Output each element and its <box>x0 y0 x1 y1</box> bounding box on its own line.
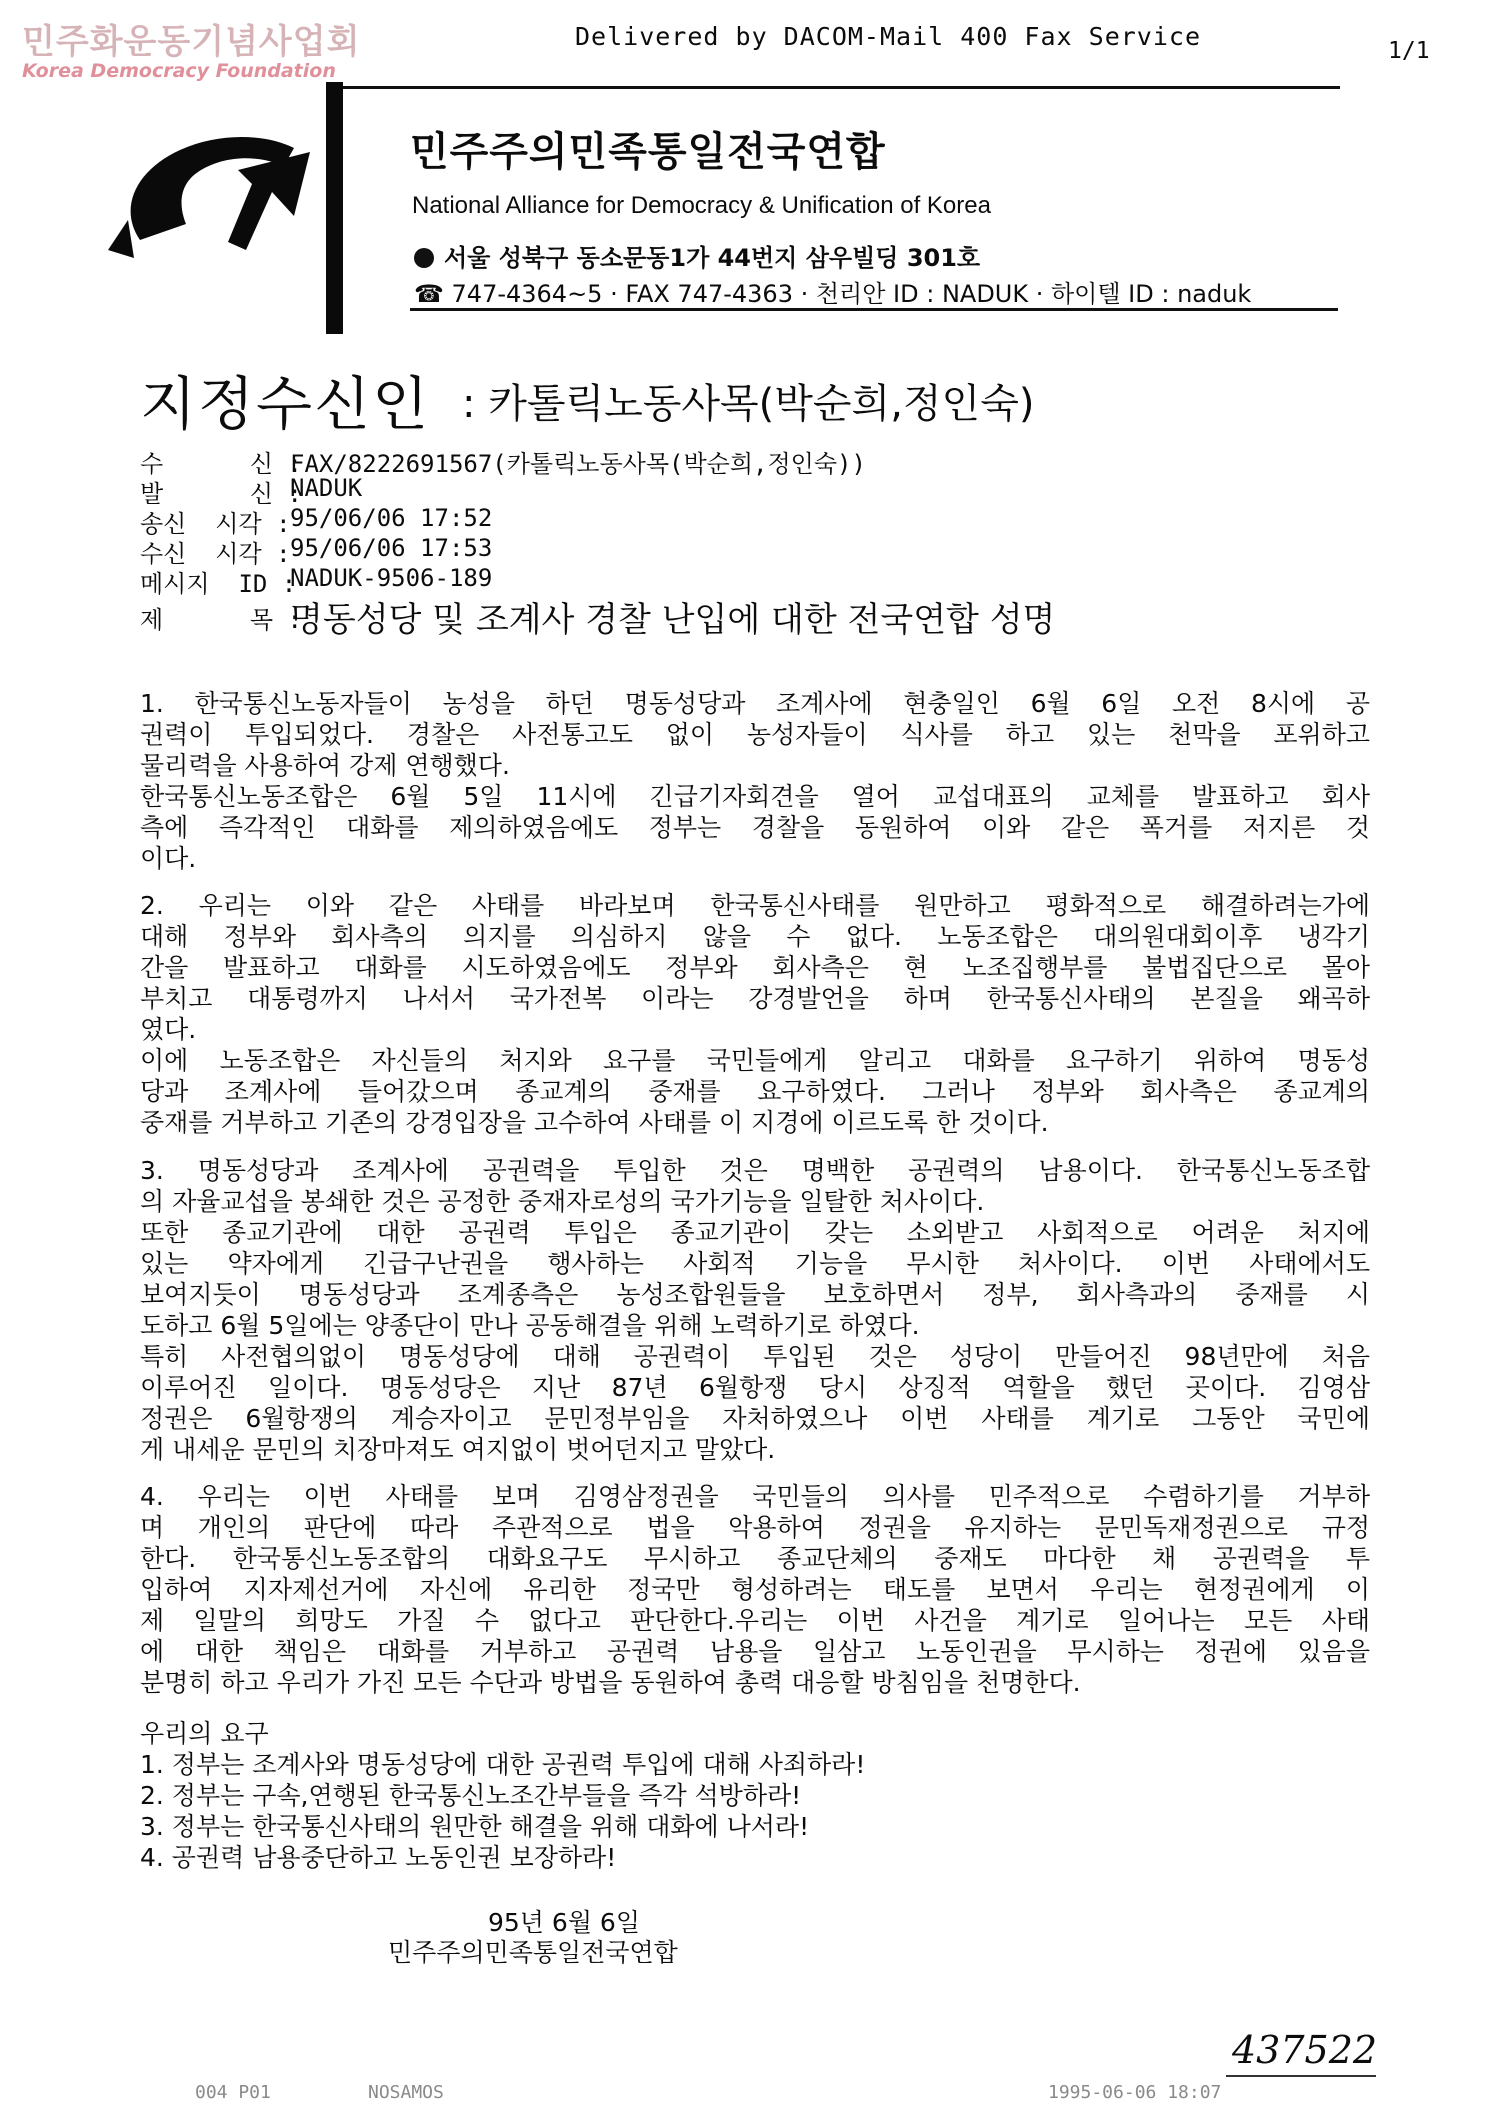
meta-subject <box>140 600 1056 640</box>
archive-watermark-english: Korea Democracy Foundation <box>22 60 336 82</box>
statement-paragraph-4 <box>140 1481 1370 1698</box>
text-line: 한국통신노동조합은 6월 5일 11시에 긴급기자회견을 열어 교섭대표의 교체를 발표하고 회사 <box>140 782 1370 811</box>
statement-paragraph-3 <box>140 1155 1370 1465</box>
meta-value: FAX/8222691567(카톨릭노동사목(박순희,정인숙)) <box>290 450 866 478</box>
meta-value: NADUK <box>290 474 363 502</box>
bullet-icon <box>414 248 434 268</box>
text-line: 물리력을 사용하여 강제 연행했다. <box>140 751 510 780</box>
handwritten-underline <box>1226 2075 1376 2077</box>
address-text: 서울 성북구 동소문동1가 44번지 삼우빌딩 301호 <box>444 244 981 272</box>
text-line: 분명히 하고 우리가 가진 모든 수단과 방법을 동원하여 총력 대응할 방침임을 천명한다. <box>140 1668 1081 1697</box>
meta-label: 수신 시각 : <box>140 540 291 568</box>
demand-item: 3. 정부는 한국통신사태의 원만한 해결을 위해 대화에 나서라! <box>140 1812 810 1841</box>
text-line: 중재를 거부하고 기존의 강경입장을 고수하여 사태를 이 지경에 이르도록 한 것이다. <box>140 1108 1049 1137</box>
alliance-logo-icon <box>88 100 328 270</box>
fax-service-header: Delivered by DACOM-Mail 400 Fax Service <box>575 22 1201 51</box>
handwritten-archive-number: 437522 <box>1232 2028 1378 2072</box>
demand-item: 1. 정부는 조계사와 명동성당에 대한 공권력 투입에 대해 사죄하라! <box>140 1750 866 1779</box>
meta-label: 발 신 : <box>140 480 302 508</box>
fax-footer-page: 004 P01 <box>195 2082 271 2103</box>
meta-value: NADUK-9506-189 <box>290 564 493 592</box>
text-line: 며 개인의 판단에 따라 주관적으로 법을 악용하여 정권을 유지하는 문민독재정권으로 규정 <box>140 1513 1370 1542</box>
demands-heading: 우리의 요구 <box>140 1719 269 1748</box>
text-line: 도하고 6월 5일에는 양종단이 만나 공동해결을 위해 노력하기로 하였다. <box>140 1311 920 1340</box>
page-count: 1/1 <box>1388 38 1430 64</box>
text-line: 권력이 투입되었다. 경찰은 사전통고도 없이 농성자들이 식사를 하고 있는 천막을 포위하고 <box>140 720 1370 749</box>
text-line: 2. 우리는 이와 같은 사태를 바라보며 한국통신사태를 원만하고 평화적으로 해결하려는가에 <box>140 891 1370 920</box>
designated-recipient-name: : 카톨릭노동사목(박순희,정인숙) <box>462 381 1035 427</box>
text-line: 1. 한국통신노동자들이 농성을 하던 명동성당과 조계사에 현충일인 6월 6일 오전 8시에 공 <box>140 689 1370 718</box>
letterhead-vertical-bar <box>326 82 343 334</box>
meta-label: 수 신 : <box>140 450 302 478</box>
meta-label: 제 목 : <box>140 606 302 634</box>
text-line: 이다. <box>140 844 197 873</box>
text-line: 보여지듯이 명동성당과 조계종측은 농성조합원들을 보호하면서 정부, 회사측과의 중재를 시 <box>140 1280 1370 1309</box>
text-line: 였다. <box>140 1015 197 1044</box>
text-line: 3. 명동성당과 조계사에 공권력을 투입한 것은 명백한 공권력의 남용이다. 한국통신노동조합 <box>140 1156 1370 1185</box>
letterhead-top-rule <box>340 86 1340 89</box>
text-line: 특히 사전협의없이 명동성당에 대해 공권력이 투입된 것은 성당이 만들어진 98년만에 처음 <box>140 1342 1370 1371</box>
fax-footer-code: NOSAMOS <box>368 2082 444 2103</box>
text-line: 제 일말의 희망도 가질 수 없다고 판단한다.우리는 이번 사건을 계기로 일어나는 모든 사태 <box>140 1606 1370 1635</box>
meta-value: 명동성당 및 조계사 경찰 난입에 대한 전국연합 성명 <box>290 600 1056 640</box>
text-line: 게 내세운 문민의 치장마져도 여지없이 벗어던지고 말았다. <box>140 1435 776 1464</box>
text-line: 당과 조계사에 들어갔으며 종교계의 중재를 요구하였다. 그러나 정부와 회사측은 종교계의 <box>140 1077 1370 1106</box>
text-line: 정권은 6월항쟁의 계승자이고 문민정부임을 자처하였으나 이번 사태를 계기로 그동안 국민에 <box>140 1404 1370 1433</box>
fax-footer-timestamp: 1995-06-06 18:07 <box>1048 2082 1222 2103</box>
text-line: 의 자율교섭을 봉쇄한 것은 공정한 중재자로성의 국가기능을 일탈한 처사이다. <box>140 1187 985 1216</box>
organization-name-english: National Alliance for Democracy & Unification of Korea <box>412 192 991 219</box>
organization-address <box>414 238 980 273</box>
meta-label: 송신 시각 : <box>140 510 291 538</box>
archive-watermark-korean: 민주화운동기념사업회 <box>22 22 361 62</box>
signature-organization: 민주주의민족통일전국연합 <box>388 1938 678 1967</box>
meta-value: 95/06/06 17:52 <box>290 504 493 532</box>
signature-date: 95년 6월 6일 <box>488 1908 640 1937</box>
text-line: 에 대한 책임은 대화를 거부하고 공권력 남용을 일삼고 노동인권을 무시하는 정권에 있음을 <box>140 1637 1370 1666</box>
text-line: 이루어진 일이다. 명동성당은 지난 87년 6월항쟁 당시 상징적 역할을 했던 곳이다. 김영삼 <box>140 1373 1370 1402</box>
text-line: 한다. 한국통신노동조합의 대화요구도 무시하고 종교단체의 중재도 마다한 채 공권력을 투 <box>140 1544 1370 1573</box>
demand-item: 2. 정부는 구속,연행된 한국통신노조간부들을 즉각 석방하라! <box>140 1781 802 1810</box>
text-line: 또한 종교기관에 대한 공권력 투입은 종교기관이 갖는 소외받고 사회적으로 어려운 처지에 <box>140 1218 1370 1247</box>
text-line: 있는 약자에게 긴급구난권을 행사하는 사회적 기능을 무시한 처사이다. 이번 사태에서도 <box>140 1249 1370 1278</box>
text-line: 측에 즉각적인 대화를 제의하였음에도 정부는 경찰을 동원하여 이와 같은 폭거를 저지른 것 <box>140 813 1370 842</box>
organization-contact: ☎ 747-4364~5 · FAX 747-4363 · 천리안 ID : NADUK · 하이텔 ID : naduk <box>414 280 1252 308</box>
text-line: 간을 발표하고 대화를 시도하였음에도 정부와 회사측은 현 노조집행부를 불법집단으로 몰아 <box>140 953 1370 982</box>
meta-message-id <box>140 564 493 599</box>
statement-paragraph-1 <box>140 688 1370 874</box>
text-line: 입하여 지자제선거에 자신에 유리한 정국만 형성하려는 태도를 보면서 우리는 현정권에게 이 <box>140 1575 1370 1604</box>
designated-recipient-title: 지정수신인 <box>140 370 431 438</box>
text-line: 부치고 대통령까지 나서서 국가전복 이라는 강경발언을 하며 한국통신사태의 본질을 왜곡하 <box>140 984 1370 1013</box>
letterhead-bottom-rule <box>410 308 1338 311</box>
text-line: 대해 정부와 회사측의 의지를 의심하지 않을 수 없다. 노동조합은 대의원대회이후 냉각기 <box>140 922 1370 951</box>
statement-paragraph-2 <box>140 890 1370 1138</box>
text-line: 4. 우리는 이번 사태를 보며 김영삼정권을 국민들의 의사를 민주적으로 수렴하기를 거부하 <box>140 1482 1370 1511</box>
text-line: 이에 노동조합은 자신들의 처지와 요구를 국민들에게 알리고 대화를 요구하기 위하여 명동성 <box>140 1046 1370 1075</box>
demand-item: 4. 공권력 남용중단하고 노동인권 보장하라! <box>140 1843 617 1872</box>
meta-value: 95/06/06 17:53 <box>290 534 493 562</box>
organization-name-korean: 민주주의민족통일전국연합 <box>410 129 886 175</box>
meta-label: 메시지 ID : <box>140 570 297 598</box>
